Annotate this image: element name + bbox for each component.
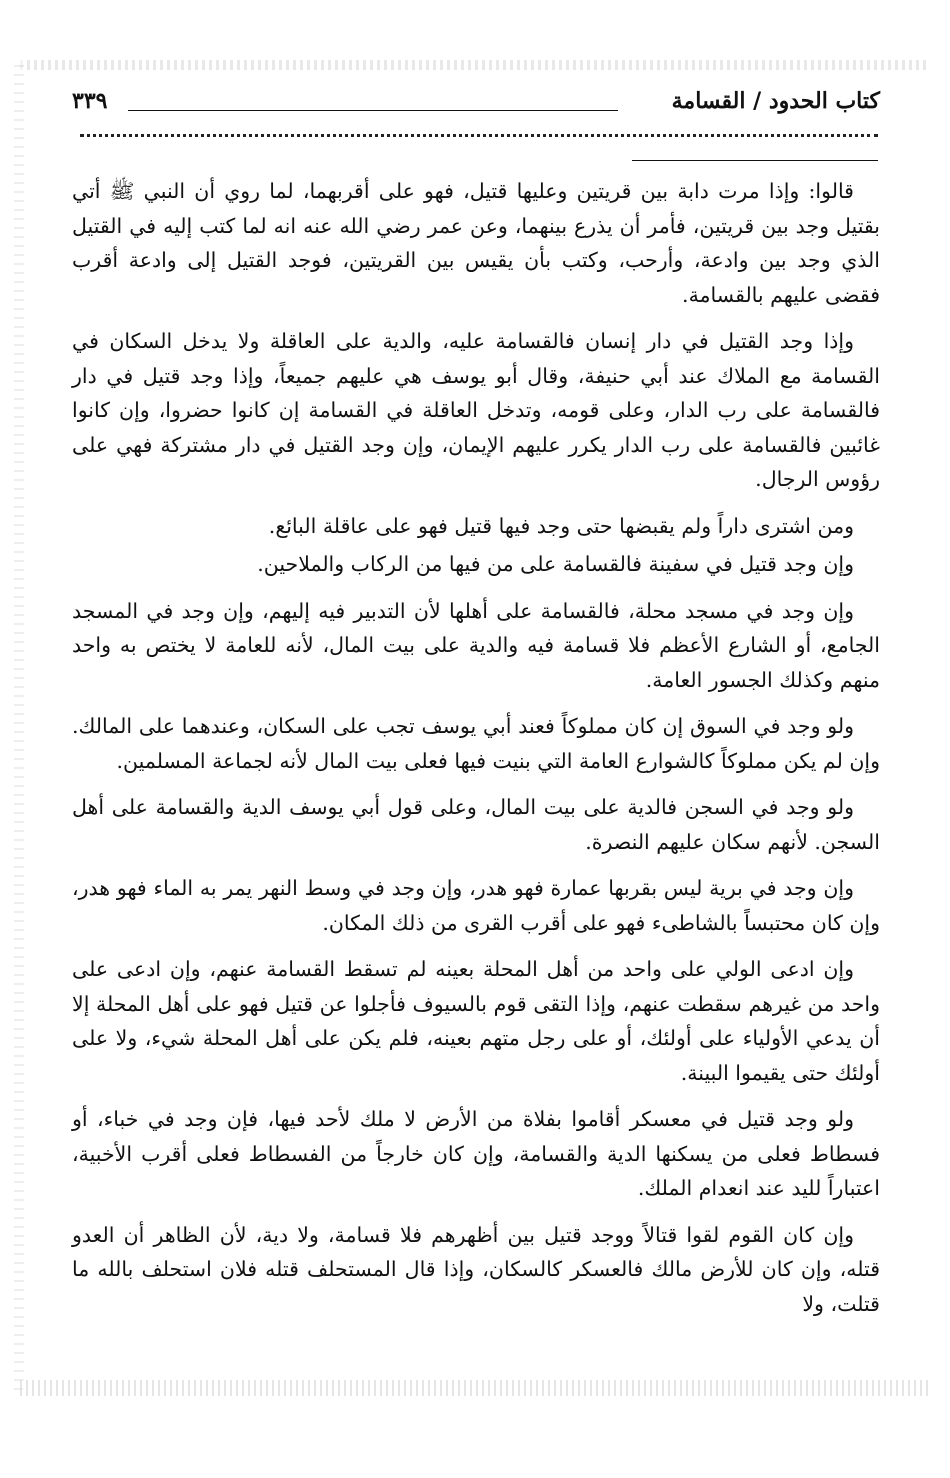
paragraph: ولو وجد قتيل في معسكر أقاموا بفلاة من الأرض لا ملك لأحد فيها، فإن وجد في خباء، أو فسطاط فعلى من يسكنها الدية والقسامة، وإن كان خارجاً من الفسطاط فعلى أقرب الأخبية، اعتباراً لليد عند انعدام الملك.: [72, 1107, 880, 1200]
paragraph: ولو وجد في السوق إن كان مملوكاً فعند أبي يوسف تجب على السكان، وعندهما على المالك. وإن لم يكن مملوكاً كالشوارع العامة التي بنيت فيها فعلى بيت المال لأنه لجماعة المسلمين.: [72, 714, 880, 773]
paragraph: قالوا: وإذا مرت دابة بين قريتين وعليها قتيل، فهو على أقربهما، لما روي أن النبي ﷺ أتي بقتيل وجد بين قريتين، فأمر أن يذرع بينهما، وعن عمر رضي الله عنه انه لما كتب إليه في القتيل الذي وجد بين وادعة، وأرحب، وكتب بأن يقيس بين القريتين، فوجد القتيل إلى وادعة أقرب فقضى عليهم بالقسامة.: [72, 179, 880, 307]
paragraph: ومن اشترى داراً ولم يقبضها حتى وجد فيها قتيل فهو على عاقلة البائع.: [268, 513, 854, 538]
running-title: كتاب الحدود / القسامة: [671, 88, 880, 114]
header-rule: [128, 110, 618, 111]
body-text: [72, 174, 880, 1333]
dotted-divider: [80, 134, 878, 137]
scan-noise-bottom: [20, 1380, 930, 1396]
paragraph: وإن كان القوم لقوا قتالاً ووجد قتيل بين أظهرهم فلا قسامة، ولا دية، لأن الظاهر أن العدو قتله، وإن كان للأرض مالك فالعسكر كالسكان، وإذا قال المستحلف قتله فلان استحلف بالله ما قتلت، ولا: [72, 1222, 880, 1316]
paragraph: وإذا وجد القتيل في دار إنسان فالقسامة عليه، والدية على العاقلة ولا يدخل السكان في القسامة مع الملاك عند أبي حنيفة، وقال أبو يوسف هي عليهم جميعاً، وإذا وجد قتيل في دار فالقسامة على رب الدار، وعلى قومه، وتدخل العاقلة في القسامة إن كانوا حضروا، وإن كانوا غائبين فالقسامة على رب الدار يكرر عليهم الإيمان، وإن وجد القتيل في دار مشتركة فهي على رؤوس الرجال.: [72, 329, 880, 491]
scan-noise-left: [14, 60, 24, 1390]
paragraph: وإن وجد في مسجد محلة، فالقسامة على أهلها لأن التدبير فيه إليهم، وإن وجد في المسجد الجامع، أو الشارع الأعظم فلا قسامة فيه والدية على بيت المال، لأنه للعامة لا يختص به واحد منهم وكذلك الجسور العامة.: [72, 598, 880, 692]
paragraph: وإن وجد قتيل في سفينة فالقسامة على من فيها من الركاب والملاحين.: [257, 552, 854, 576]
paragraph: وإن وجد في برية ليس بقربها عمارة فهو هدر، وإن وجد في وسط النهر يمر به الماء فهو هدر، وإن كان محتبساً بالشاطىء فهو على أقرب القرى من ذلك المكان.: [72, 876, 880, 935]
scan-noise-top: [20, 60, 930, 70]
page-number: ٣٣٩: [72, 88, 108, 114]
page-header: [72, 86, 880, 126]
paragraph: ولو وجد في السجن فالدية على بيت المال، وعلى قول أبي يوسف الدية والقسامة على أهل السجن. لأنهم سكان عليهم النصرة.: [72, 795, 880, 854]
paragraph: وإن ادعى الولي على واحد من أهل المحلة بعينه لم تسقط القسامة عنهم، وإن ادعى على واحد من غيرهم سقطت عنهم، وإذا التقى قوم بالسيوف فأجلوا عن قتيل فهو على أهل المحلة إلا أن يدعي الأولياء على أولئك، أو على رجل متهم بعينه، فلم يكن على أهل المحلة شيء، ولا على أولئك حتى يقيموا البينة.: [72, 957, 880, 1085]
section-rule: [632, 160, 878, 161]
